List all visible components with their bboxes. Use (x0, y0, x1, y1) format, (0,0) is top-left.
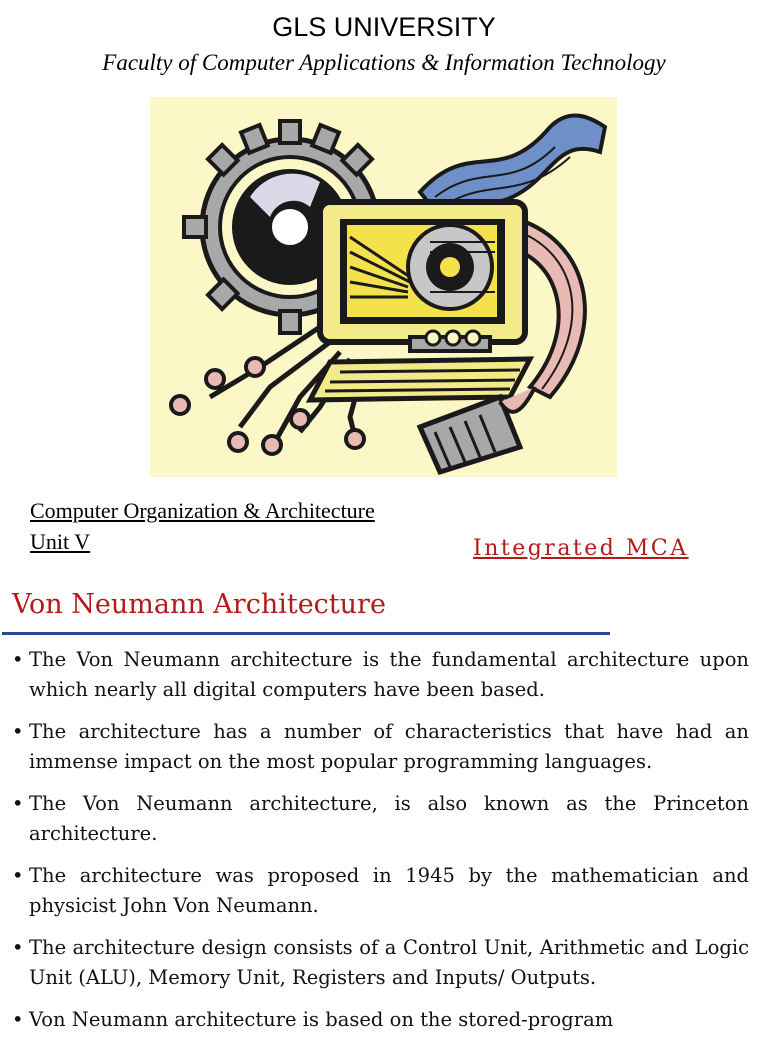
bullet-icon: • (12, 792, 24, 815)
list-item (12, 1005, 749, 1035)
list-item (12, 717, 749, 777)
list-item (12, 645, 749, 705)
bullet-icon: • (12, 936, 24, 959)
course-unit: Unit V (30, 529, 91, 554)
computer-gear-illustration (150, 97, 617, 477)
list-item (12, 789, 749, 849)
header-title: GLS UNIVERSITY (272, 12, 496, 42)
bullet-icon: • (12, 720, 24, 743)
bullet-list (12, 645, 749, 1047)
list-item-text: Von Neumann architecture is based on the stored-program (29, 1008, 614, 1031)
list-item (12, 933, 749, 993)
bullet-icon: • (12, 1008, 24, 1031)
list-item-text: The Von Neumann architecture, is also known as the Princeton architecture. (29, 792, 749, 845)
list-item-text: The architecture has a number of characteristics that have had an immense impact on the most popular programming languages. (29, 720, 749, 773)
bullet-icon: • (12, 648, 24, 671)
header-subtitle: Faculty of Computer Applications & Information Technology (102, 50, 666, 75)
section-rule (2, 632, 610, 635)
course-subject: Computer Organization & Architecture (30, 498, 375, 523)
section-title: Von Neumann Architecture (12, 589, 386, 620)
list-item-text: The architecture design consists of a Control Unit, Arithmetic and Logic Unit (ALU), Memory Unit, Registers and Inputs/ Outputs. (29, 936, 749, 989)
list-item-text: The architecture was proposed in 1945 by the mathematician and physicist John Von Neumann. (29, 864, 749, 917)
list-item-text: The Von Neumann architecture is the fundamental architecture upon which nearly all digital computers have been based. (29, 648, 749, 701)
program-label: Integrated MCA (473, 536, 689, 561)
bullet-icon: • (12, 864, 24, 887)
list-item (12, 861, 749, 921)
